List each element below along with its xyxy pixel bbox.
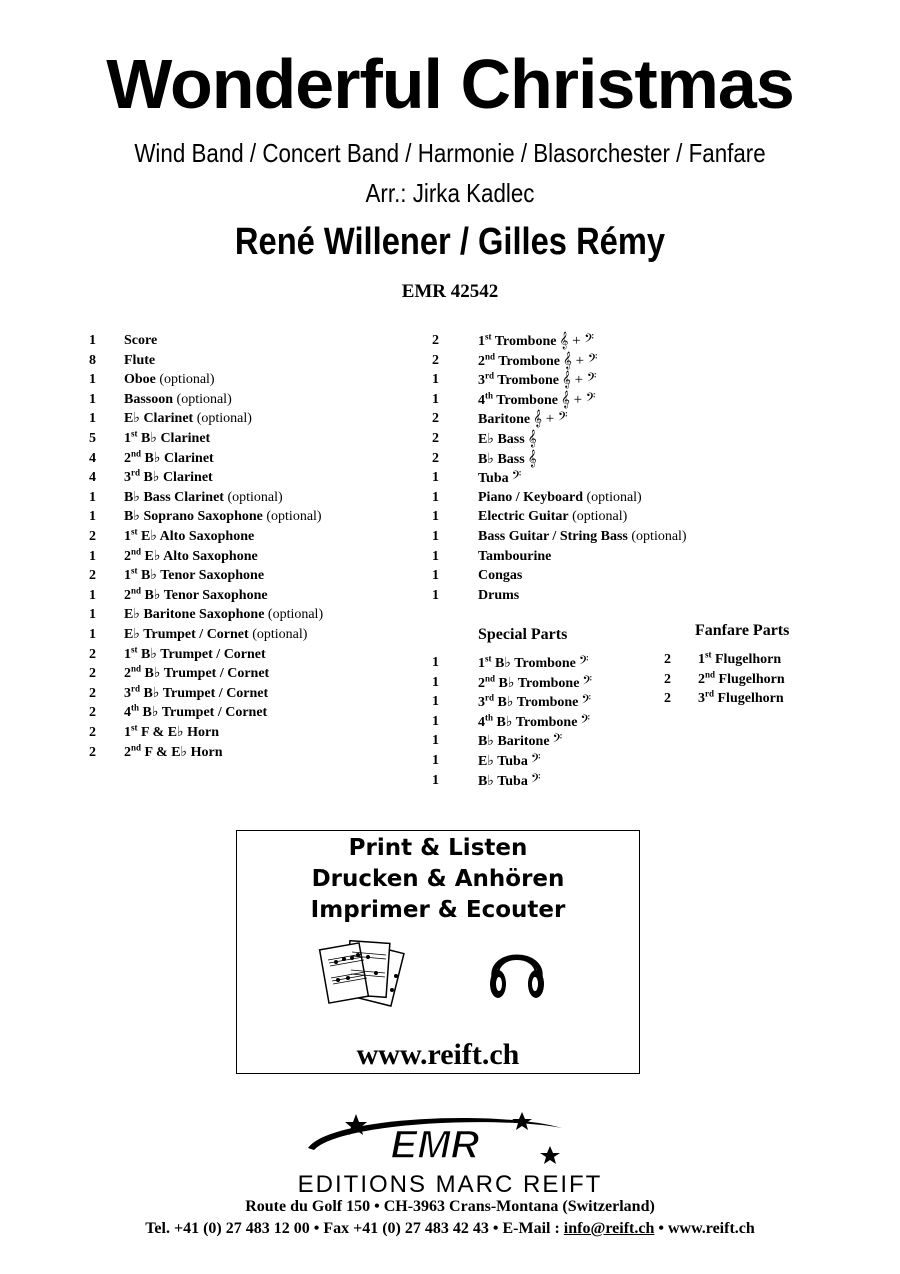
- part-name: [124, 331, 157, 351]
- part-name: [124, 507, 322, 527]
- part-ordinal-suffix: st: [131, 526, 138, 537]
- part-quantity: 1: [432, 694, 439, 710]
- part-instrument: Oboe: [124, 372, 156, 388]
- part-name: [478, 586, 519, 606]
- part-name: [124, 468, 213, 488]
- part-quantity: 1: [432, 772, 439, 788]
- part-name: [478, 390, 595, 411]
- part-quantity: 1: [89, 627, 96, 642]
- part-ordinal: 4: [478, 714, 485, 730]
- part-instrument: B♭ Trombone: [495, 675, 580, 691]
- part-instrument: B♭ Tuba: [478, 773, 528, 789]
- part-quantity: 8: [89, 352, 96, 368]
- part-instrument: E♭ Clarinet: [124, 411, 194, 427]
- part-instrument: Bassoon: [124, 391, 174, 407]
- part-name: [124, 645, 266, 665]
- part-quantity: 1: [89, 548, 96, 564]
- part-name: [124, 409, 252, 429]
- part-ordinal: 3: [478, 373, 485, 389]
- part-instrument: B♭ Bass Clarinet: [124, 489, 224, 505]
- part-quantity: 1: [89, 333, 96, 348]
- part-quantity: 2: [432, 333, 439, 348]
- part-ordinal-suffix: th: [485, 390, 494, 401]
- ensemble-subtitle: Wind Band / Concert Band / Harmonie / Blasorchester / Fanfare: [134, 138, 766, 168]
- part-instrument: B♭ Trombone: [493, 714, 578, 730]
- part-name: [124, 723, 219, 743]
- part-ordinal: 2: [478, 353, 485, 369]
- clef-icon: 𝄢: [578, 655, 589, 671]
- part-instrument: B♭ Clarinet: [141, 450, 214, 466]
- part-instrument: E♭ Bass: [478, 432, 525, 447]
- part-ordinal: 2: [124, 587, 131, 603]
- part-note: (optional): [193, 411, 252, 427]
- clef-icon: 𝄢: [552, 733, 563, 750]
- part-quantity: 1: [432, 509, 439, 525]
- part-name: [478, 488, 642, 508]
- clef-icon: 𝄞 + 𝄢: [562, 352, 598, 369]
- promo-url[interactable]: www.reift.ch: [356, 1038, 520, 1071]
- publisher-contact: [0, 1219, 900, 1239]
- part-instrument: Baritone: [478, 412, 531, 428]
- part-name: [478, 731, 562, 752]
- part-instrument: Bass Guitar / String Bass: [478, 529, 628, 544]
- headphones-icon: [486, 938, 548, 1004]
- part-name: [698, 670, 785, 690]
- emr-logo-text: EMR: [390, 1123, 480, 1167]
- part-instrument: B♭ Bass: [478, 451, 525, 467]
- part-ordinal: 1: [124, 725, 131, 740]
- part-ordinal: 1: [124, 431, 131, 446]
- part-name: [124, 703, 267, 723]
- fanfare-parts-heading: Fanfare Parts: [695, 622, 790, 639]
- part-name: [124, 625, 307, 645]
- clef-icon: 𝄢: [582, 674, 593, 691]
- part-quantity: 1: [432, 753, 439, 768]
- contact-website[interactable]: • www.reift.ch: [654, 1220, 755, 1237]
- clef-icon: 𝄢: [530, 753, 541, 769]
- part-instrument: E♭ Tuba: [478, 754, 528, 769]
- clef-icon: 𝄞 + 𝄢: [560, 391, 596, 408]
- part-quantity: 1: [432, 733, 439, 749]
- part-instrument: B♭ Clarinet: [137, 431, 211, 446]
- part-quantity: 1: [432, 587, 439, 603]
- part-instrument: Trombone: [495, 353, 560, 369]
- part-quantity: 2: [432, 411, 439, 427]
- part-note: (optional): [173, 391, 232, 407]
- part-name: [124, 370, 215, 390]
- clef-icon: 𝄞 + 𝄢: [533, 411, 568, 428]
- part-name: [478, 331, 594, 352]
- part-name: [478, 351, 597, 372]
- part-name: [124, 488, 283, 508]
- part-quantity: 2: [432, 450, 439, 466]
- part-note: (optional): [627, 529, 687, 544]
- part-note: (optional): [568, 509, 628, 525]
- part-quantity: 2: [664, 671, 671, 687]
- part-instrument: B♭ Trombone: [494, 695, 579, 711]
- clef-icon: 𝄞 + 𝄢: [561, 372, 597, 389]
- part-instrument: Flugelhorn: [714, 691, 784, 707]
- part-ordinal-suffix: st: [131, 643, 138, 654]
- part-instrument: B♭ Tenor Saxophone: [141, 587, 268, 603]
- part-quantity: 1: [432, 489, 439, 505]
- part-quantity: 1: [432, 391, 439, 407]
- part-quantity: 1: [89, 489, 96, 505]
- sheet-music-icon: [318, 938, 426, 1010]
- part-quantity: 1: [89, 509, 96, 525]
- part-name: [124, 586, 268, 606]
- part-ordinal: 1: [478, 656, 485, 671]
- part-name: [698, 689, 784, 709]
- part-ordinal: 2: [124, 548, 131, 564]
- part-name: [478, 692, 591, 713]
- part-name: [478, 507, 627, 527]
- part-instrument: Congas: [478, 568, 523, 584]
- part-instrument: Flute: [124, 352, 156, 368]
- part-name: [124, 390, 232, 410]
- part-instrument: Piano / Keyboard: [478, 489, 584, 505]
- part-quantity: 2: [432, 431, 439, 446]
- part-ordinal-suffix: th: [485, 712, 494, 723]
- part-quantity: 1: [89, 372, 96, 388]
- part-ordinal-suffix: st: [131, 428, 138, 439]
- part-quantity: 2: [89, 705, 96, 721]
- part-quantity: 4: [89, 470, 96, 486]
- part-instrument: Tambourine: [478, 548, 552, 564]
- part-name: [478, 468, 521, 489]
- publisher-address: Route du Golf 150 • CH-3963 Crans-Montana (Switzerland): [245, 1198, 655, 1215]
- part-instrument: B♭ Trumpet / Cornet: [139, 705, 268, 721]
- emr-logo: [300, 1108, 570, 1168]
- part-instrument: E♭ Alto Saxophone: [137, 529, 255, 544]
- part-quantity: 2: [89, 568, 96, 584]
- part-instrument: Flugelhorn: [715, 671, 785, 687]
- part-note: (optional): [583, 489, 642, 505]
- part-quantity: 1: [432, 568, 439, 584]
- part-name: [478, 653, 589, 674]
- clef-icon: 𝄢: [511, 470, 522, 487]
- part-quantity: 1: [89, 587, 96, 603]
- part-ordinal: 1: [698, 652, 705, 667]
- part-ordinal: 1: [478, 334, 485, 349]
- part-ordinal-suffix: rd: [705, 688, 714, 699]
- part-ordinal-suffix: rd: [131, 683, 140, 694]
- part-ordinal: 1: [124, 529, 131, 544]
- clef-icon: 𝄢: [580, 713, 591, 730]
- part-quantity: 1: [432, 529, 439, 544]
- part-ordinal: 3: [124, 685, 131, 701]
- part-ordinal-suffix: nd: [131, 447, 142, 458]
- publisher-name: EDITIONS MARC REIFT: [297, 1171, 603, 1198]
- part-instrument: E♭ Baritone Saxophone: [124, 607, 265, 623]
- part-ordinal-suffix: st: [131, 722, 138, 733]
- part-ordinal-suffix: nd: [131, 741, 142, 752]
- part-name: [478, 370, 596, 391]
- part-ordinal-suffix: st: [705, 649, 712, 660]
- part-instrument: F & E♭ Horn: [137, 725, 220, 740]
- part-ordinal-suffix: nd: [131, 663, 142, 674]
- part-name: [478, 712, 590, 733]
- part-ordinal-suffix: nd: [485, 672, 496, 683]
- part-ordinal-suffix: rd: [131, 467, 140, 478]
- part-name: [478, 527, 687, 547]
- part-name: [124, 527, 254, 547]
- part-quantity: 2: [89, 646, 96, 662]
- part-instrument: B♭ Soprano Saxophone: [124, 509, 263, 525]
- part-ordinal: 3: [478, 695, 485, 711]
- part-ordinal-suffix: st: [485, 331, 492, 342]
- part-ordinal-suffix: nd: [131, 545, 142, 556]
- part-quantity: 2: [432, 352, 439, 368]
- part-instrument: B♭ Tenor Saxophone: [137, 568, 265, 584]
- part-name: [124, 664, 269, 684]
- part-quantity: 1: [89, 411, 96, 427]
- part-ordinal: 2: [124, 666, 131, 682]
- part-name: [124, 566, 264, 586]
- part-name: [124, 743, 223, 763]
- part-instrument: B♭ Trumpet / Cornet: [137, 646, 266, 662]
- part-instrument: B♭ Trumpet / Cornet: [141, 666, 270, 682]
- part-ordinal-suffix: nd: [705, 668, 716, 679]
- part-quantity: 1: [432, 713, 439, 729]
- part-instrument: B♭ Clarinet: [140, 470, 213, 486]
- part-instrument: Flugelhorn: [711, 652, 782, 667]
- part-ordinal: 1: [124, 646, 131, 662]
- part-ordinal: 2: [124, 450, 131, 466]
- part-instrument: B♭ Trombone: [491, 656, 576, 671]
- part-instrument: Trombone: [494, 373, 559, 389]
- promo-line-french: Imprimer & Ecouter: [310, 897, 566, 923]
- composers-line: René Willener / Gilles Rémy: [234, 221, 666, 263]
- part-quantity: 2: [89, 744, 96, 760]
- part-quantity: 2: [89, 666, 96, 682]
- part-name: [478, 566, 522, 586]
- part-quantity: 2: [664, 691, 671, 707]
- part-name: [478, 409, 568, 430]
- part-instrument: F & E♭ Horn: [141, 744, 223, 760]
- promo-line-german: Drucken & Anhören: [311, 866, 565, 892]
- part-name: [478, 673, 592, 694]
- part-quantity: 2: [89, 685, 96, 701]
- part-quantity: 1: [432, 372, 439, 388]
- clef-icon: 𝄢: [530, 772, 541, 789]
- part-quantity: 1: [89, 391, 96, 407]
- part-ordinal: 2: [698, 671, 705, 687]
- part-note: (optional): [155, 372, 215, 388]
- arranger-line: Arr.: Jirka Kadlec: [365, 178, 535, 208]
- part-instrument: Tuba: [478, 471, 509, 487]
- part-name: [124, 547, 258, 567]
- part-note: (optional): [223, 489, 283, 505]
- part-quantity: 1: [432, 674, 439, 690]
- part-quantity: 4: [89, 450, 96, 466]
- email-link[interactable]: info@reift.ch: [563, 1220, 655, 1237]
- part-ordinal-suffix: th: [131, 702, 140, 713]
- part-ordinal-suffix: st: [131, 565, 138, 576]
- part-instrument: E♭ Alto Saxophone: [141, 548, 258, 564]
- catalog-number: EMR 42542: [401, 281, 499, 302]
- special-parts-heading: Special Parts: [478, 626, 568, 643]
- part-instrument: E♭ Trumpet / Cornet: [124, 627, 249, 642]
- part-name: [124, 429, 210, 449]
- part-ordinal: 2: [124, 744, 131, 760]
- part-quantity: 1: [432, 655, 439, 670]
- part-instrument: B♭ Trumpet / Cornet: [140, 685, 269, 701]
- part-name: [124, 449, 214, 469]
- clef-icon: 𝄞: [527, 450, 537, 467]
- part-name: [478, 771, 540, 792]
- part-quantity: 1: [432, 548, 439, 564]
- part-instrument: Trombone: [493, 392, 558, 408]
- clef-icon: 𝄞 + 𝄢: [559, 333, 594, 349]
- part-ordinal-suffix: nd: [131, 585, 142, 596]
- part-quantity: 5: [89, 431, 96, 446]
- part-quantity: 2: [664, 652, 671, 667]
- part-instrument: Score: [124, 333, 158, 348]
- part-ordinal: 3: [124, 470, 131, 486]
- part-instrument: Trombone: [491, 334, 557, 349]
- part-instrument: Drums: [478, 587, 520, 603]
- part-ordinal: 3: [698, 691, 705, 707]
- clef-icon: 𝄞: [527, 431, 537, 447]
- part-name: [698, 650, 781, 670]
- part-ordinal-suffix: nd: [485, 350, 496, 361]
- part-name: [124, 351, 155, 371]
- part-ordinal-suffix: st: [485, 653, 492, 664]
- part-ordinal-suffix: rd: [485, 370, 494, 381]
- part-name: [478, 449, 537, 470]
- part-note: (optional): [264, 607, 324, 623]
- part-ordinal: 2: [478, 675, 485, 691]
- part-instrument: Electric Guitar: [478, 509, 569, 525]
- part-quantity: 2: [89, 725, 96, 740]
- part-ordinal: 4: [124, 705, 131, 721]
- part-name: [124, 605, 323, 625]
- clef-icon: 𝄢: [581, 694, 592, 711]
- part-ordinal-suffix: rd: [485, 692, 494, 703]
- part-quantity: 1: [89, 607, 96, 623]
- part-name: [478, 547, 551, 567]
- part-name: [478, 429, 537, 450]
- contact-phone-fax: Tel. +41 (0) 27 483 12 00 • Fax +41 (0) 27 483 42 43 • E-Mail :: [145, 1220, 564, 1237]
- part-name: [478, 751, 540, 772]
- part-note: (optional): [262, 509, 322, 525]
- page-title: Wonderful Christmas: [106, 45, 794, 123]
- promo-line-english: Print & Listen: [348, 835, 528, 861]
- part-quantity: 2: [89, 529, 96, 544]
- part-ordinal: 4: [478, 392, 485, 408]
- part-note: (optional): [248, 627, 308, 642]
- part-quantity: 1: [432, 470, 439, 486]
- part-ordinal: 1: [124, 568, 131, 584]
- part-name: [124, 684, 268, 704]
- part-instrument: B♭ Baritone: [478, 734, 550, 750]
